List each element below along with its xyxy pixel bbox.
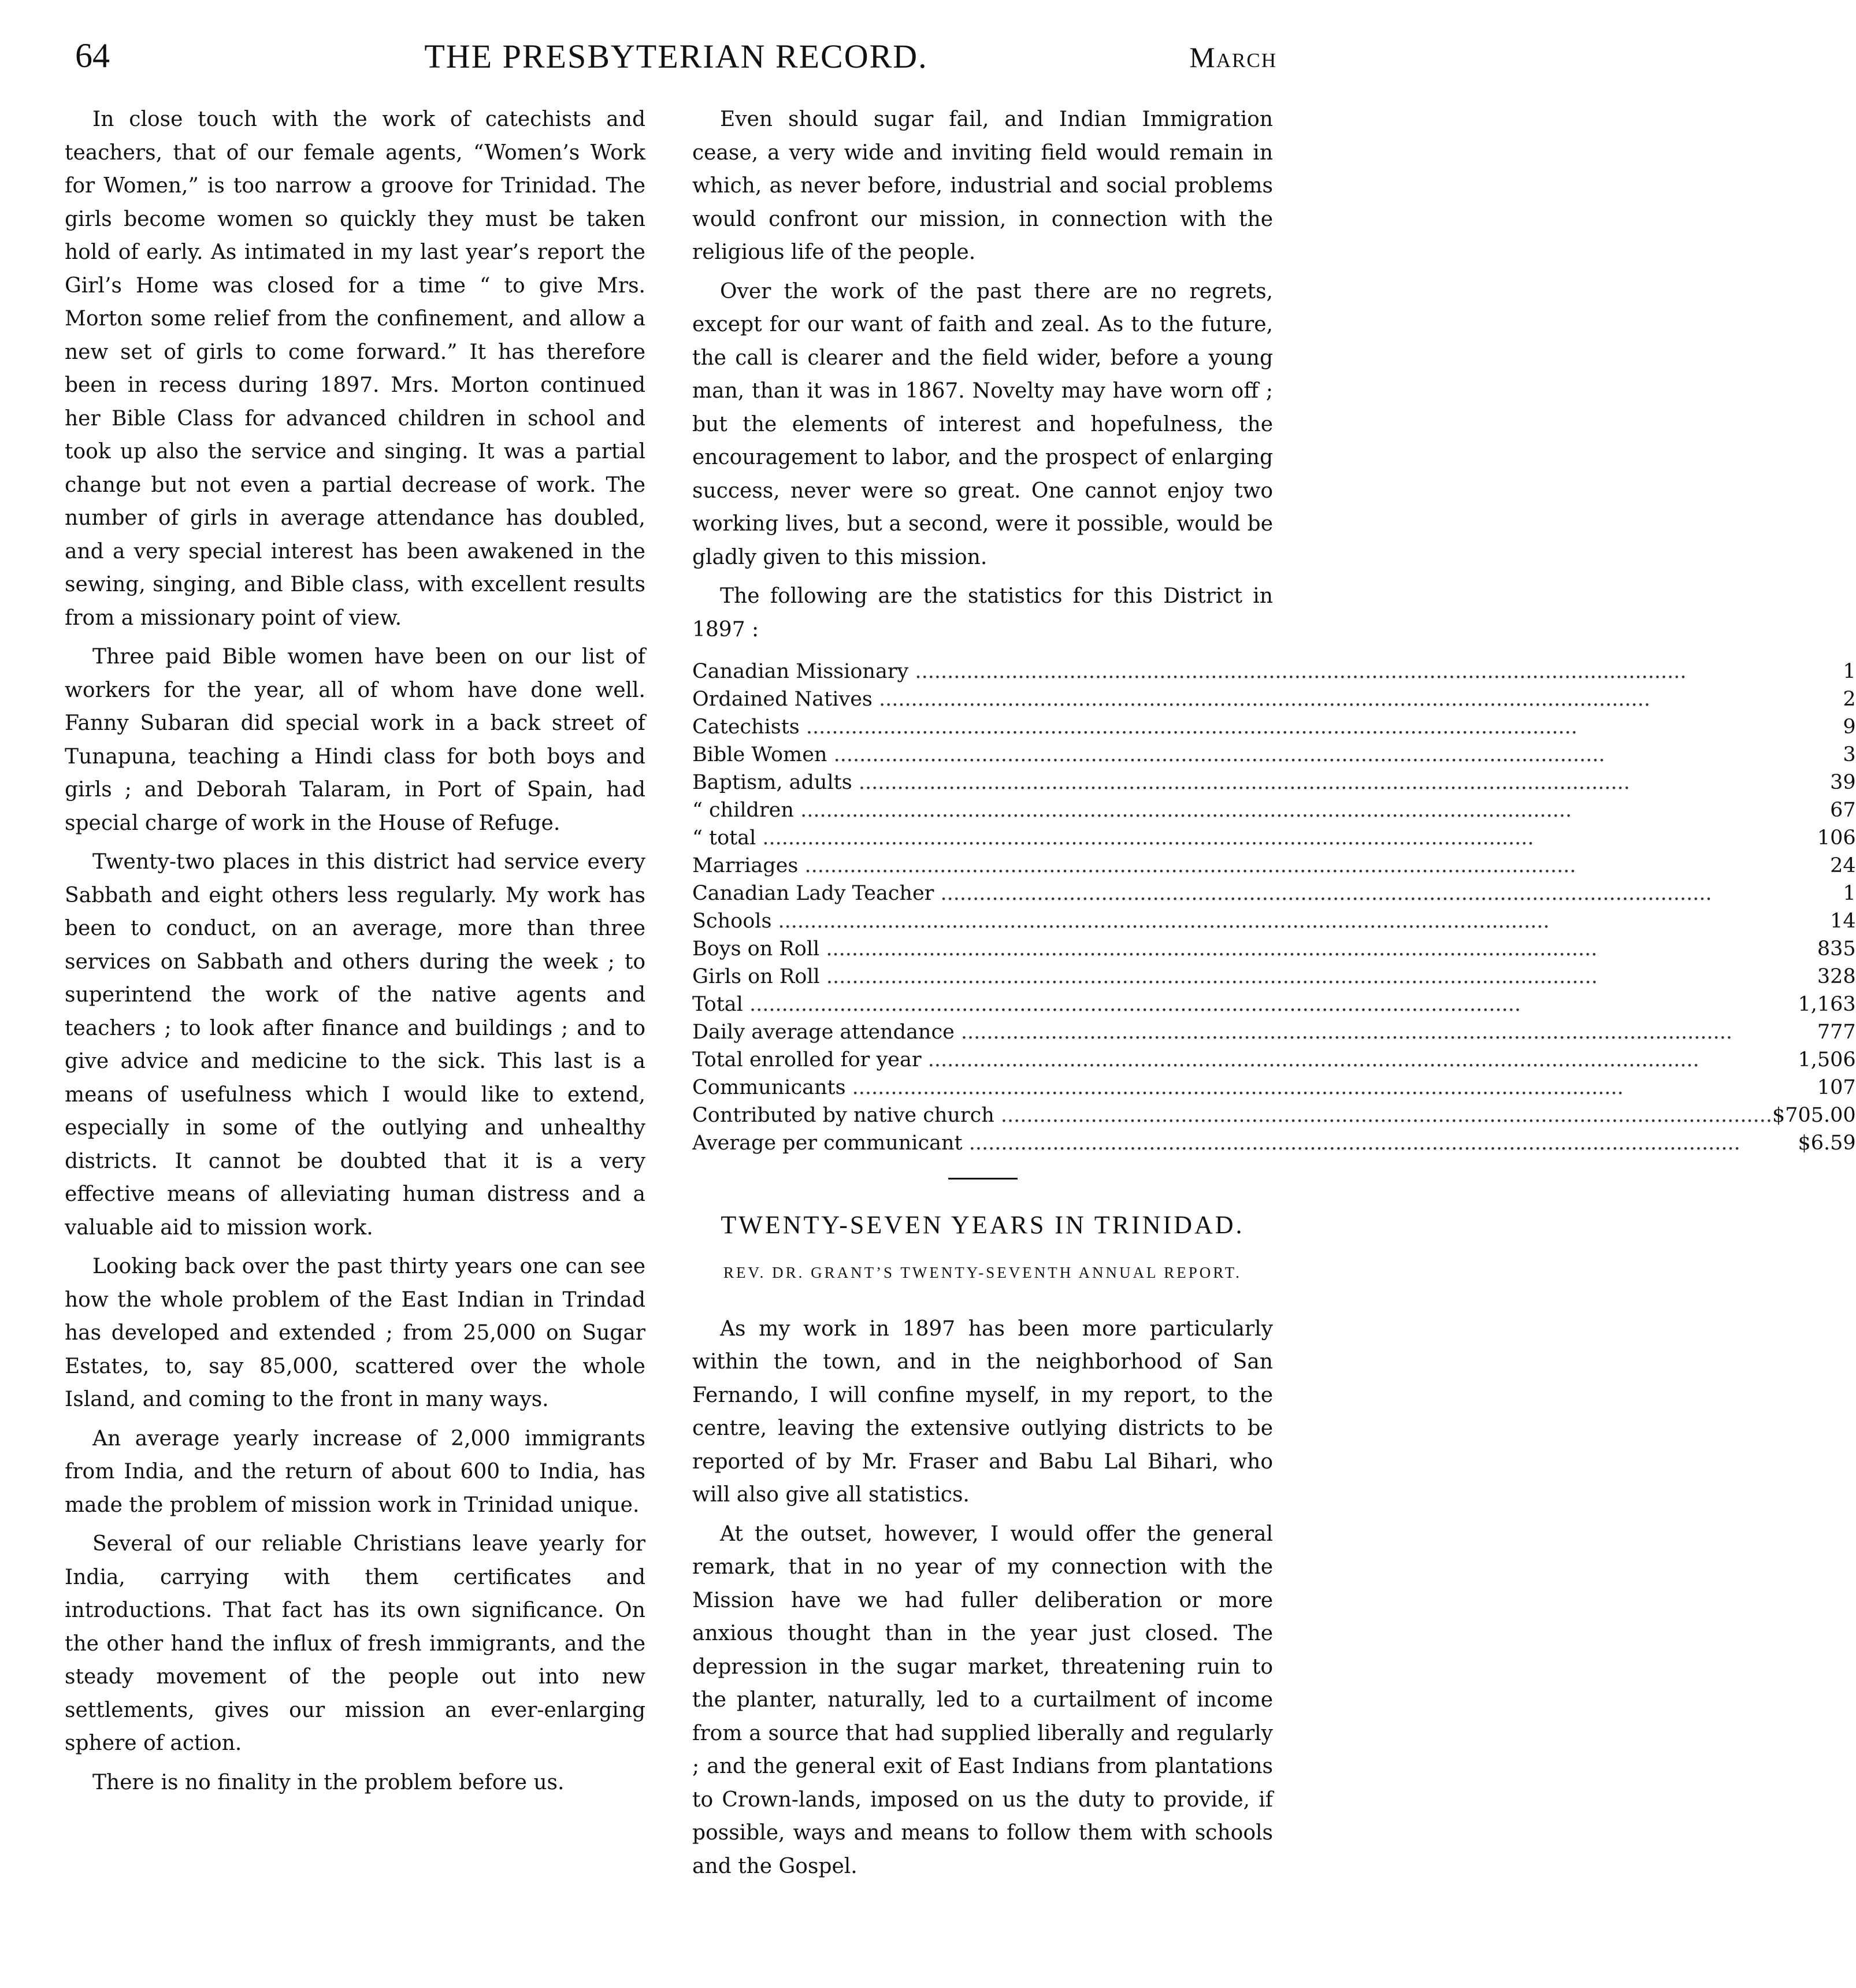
- stats-label: Baptism, adults: [692, 771, 852, 794]
- stats-row: [692, 880, 1856, 907]
- stats-row: [692, 963, 1856, 991]
- leader-dots: ........................................................................................................................: [994, 1104, 1772, 1127]
- stats-row: [692, 1074, 1856, 1101]
- stats-value: 2: [1843, 688, 1856, 711]
- stats-value: 106: [1817, 826, 1856, 850]
- stats-label: Average per communicant: [692, 1132, 963, 1155]
- leader-dots: ........................................................................................................................: [872, 688, 1651, 711]
- leader-dots: ........................................................................................................................: [934, 882, 1712, 905]
- stats-label: Schools: [692, 910, 772, 933]
- paragraph: An average yearly increase of 2,000 immigrants from India, and the return of about 600 to India, has made the problem of mission work in Trinidad unique.: [65, 1426, 645, 1517]
- stats-value: 24: [1830, 854, 1856, 877]
- stats-row: [692, 935, 1856, 963]
- leader-dots: ........................................................................................................................: [819, 937, 1598, 960]
- stats-label: Canadian Missionary: [692, 660, 909, 683]
- stats-row: [692, 769, 1856, 796]
- stats-value: 14: [1830, 910, 1856, 933]
- stats-row: [692, 852, 1856, 880]
- stats-row: [692, 1046, 1856, 1074]
- stats-row: [692, 796, 1856, 824]
- paragraph: At the outset, however, I would offer the general remark, that in no year of my connection with the Mission have we had fuller deliberation or more anxious thought than in the year just closed. The depression in the sugar market, threatening ruin to the planter, naturally, led to a curtailment of income from a source that had supplied liberally and regularly ; and the general exit of East Indians from plantations to Crown-lands, imposed on us the duty to provide, if possible, ways and means to follow them with schools and the Gospel.: [692, 1522, 1273, 1878]
- stats-row: [692, 907, 1856, 935]
- leader-dots: ........................................................................................................................: [793, 799, 1572, 822]
- journal-title: THE PRESBYTERIAN RECORD.: [424, 38, 928, 75]
- leader-dots: ........................................................................................................................: [954, 1021, 1732, 1044]
- paragraph: Over the work of the past there are no regrets, except for our want of faith and zeal. As to the future, the call is clearer and the field wider, before a young man, than it was in 1867. Novelty may have worn off ; but the elements of interest and hopefulness, the encouragement to labor, and the prospect of enlarging success, never were so great. One cannot enjoy two working lives, but a second, were it possible, would be gladly given to this mission.: [692, 279, 1273, 569]
- stats-label: Daily average attendance: [692, 1021, 955, 1044]
- left-column: [65, 103, 645, 1805]
- paragraph: As my work in 1897 has been more particularly within the town, and in the neighborhood of San Fernando, I will confine myself, in my report, to the centre, leaving the extensive outlying districts to be reported of by Mr. Fraser and Babu Lal Bihari, who will also give all statistics.: [692, 1316, 1273, 1507]
- stats-label: Communicants: [692, 1076, 846, 1099]
- stats-value: $705.00: [1772, 1104, 1856, 1127]
- leader-dots: ........................................................................................................................: [827, 743, 1605, 766]
- stats-value: 1: [1843, 660, 1856, 683]
- stats-row: [692, 685, 1856, 713]
- paragraph: Several of our reliable Christians leave yearly for India, carrying with them certificates and introductions. That fact has its own significance. On the other hand the influx of fresh immigrants, and the steady movement of the people out into new settlements, gives our mission an ever-enlarging sphere of action.: [65, 1532, 645, 1755]
- stats-value: 777: [1817, 1021, 1856, 1044]
- leader-dots: ........................................................................................................................: [845, 1076, 1624, 1099]
- leader-dots: ........................................................................................................................: [921, 1048, 1699, 1071]
- stats-value: 1,506: [1798, 1048, 1856, 1071]
- leader-dots: ........................................................................................................................: [852, 771, 1630, 794]
- leader-dots: ........................................................................................................................: [799, 715, 1577, 739]
- stats-row: [692, 741, 1856, 769]
- paragraph: There is no finality in the problem before us.: [92, 1770, 565, 1794]
- paragraph: In close touch with the work of catechists and teachers, that of our female agents, “Women’s Work for Women,” is too narrow a groove for Trinidad. The girls become women so quickly they must be taken hold of early. As intimated in my last year’s report the Girl’s Home was closed for a time “ to give Mrs. Morton some relief from the confinement, and allow a new set of girls to come forward.” It has therefore been in recess during 1897. Mrs. Morton continued her Bible Class for advanced children in school and took up also the service and singing. It was a partial change but not even a partial decrease of work. The number of girls in average attendance has doubled, and a very special interest has been awakened in the sewing, singing, and Bible class, with excellent results from a missionary point of view.: [65, 107, 645, 630]
- stats-label: Marriages: [692, 854, 799, 877]
- leader-dots: ........................................................................................................................: [908, 660, 1687, 683]
- section-title: TWENTY-SEVEN YEARS IN TRINIDAD.: [721, 1211, 1245, 1239]
- right-column: [692, 103, 1856, 1889]
- issue-month: March: [1189, 41, 1277, 73]
- stats-label: “ children: [692, 799, 794, 822]
- page-header: [75, 30, 1277, 94]
- section-subtitle: REV. DR. GRANT’S TWENTY-SEVENTH ANNUAL REPORT.: [723, 1263, 1242, 1281]
- stats-value: 39: [1830, 771, 1856, 794]
- section-divider: [948, 1178, 1018, 1180]
- stats-label: Girls on Roll: [692, 965, 820, 988]
- stats-value: 67: [1830, 799, 1856, 822]
- page-number: 64: [75, 36, 110, 75]
- stats-value: 1,163: [1798, 993, 1856, 1016]
- stats-value: 1: [1843, 882, 1856, 905]
- leader-dots: ........................................................................................................................: [962, 1132, 1740, 1155]
- stats-label: Ordained Natives: [692, 688, 873, 711]
- paragraph: Looking back over the past thirty years one can see how the whole problem of the East Indian in Trindad has developed and extended ; from 25,000 on Sugar Estates, to, say 85,000, scattered over the whole Island, and coming to the front in many ways.: [65, 1255, 645, 1411]
- statistics-table: [692, 658, 1856, 1157]
- stats-label: Total: [692, 993, 743, 1016]
- stats-row: [692, 824, 1856, 852]
- stats-label: Boys on Roll: [692, 937, 820, 960]
- paragraph: Three paid Bible women have been on our list of workers for the year, all of whom have done well. Fanny Subaran did special work in a back street of Tunapuna, teaching a Hindi class for both boys and girls ; and Deborah Talaram, in Port of Spain, had special charge of work in the House of Refuge.: [65, 645, 645, 835]
- paragraph: Twenty-two places in this district had service every Sabbath and eight others less regularly. My work has been to conduct, on an average, more than three services on Sabbath and others during the week ; to superintend the work of the native agents and teachers ; to look after finance and buildings ; and to give advice and medicine to the sick. This last is a means of usefulness which I would like to extend, especially in some of the outlying and unhealthy districts. It cannot be doubted that it is a very effective means of alleviating human distress and a valuable aid to mission work.: [65, 850, 645, 1240]
- leader-dots: ........................................................................................................................: [756, 826, 1534, 850]
- paragraph: Even should sugar fail, and Indian Immigration cease, a very wide and inviting field would remain in which, as never before, industrial and social problems would confront our mission, in connection with the religious life of the people.: [692, 107, 1273, 264]
- leader-dots: ........................................................................................................................: [798, 854, 1576, 877]
- leader-dots: ........................................................................................................................: [771, 910, 1550, 933]
- stats-value: 3: [1843, 743, 1856, 766]
- stats-row: [692, 1101, 1856, 1129]
- stats-label: Canadian Lady Teacher: [692, 882, 934, 905]
- stats-row: [692, 1129, 1856, 1157]
- stats-value: 835: [1817, 937, 1856, 960]
- stats-row: [692, 991, 1856, 1018]
- stats-row: [692, 1018, 1856, 1046]
- stats-label: Total enrolled for year: [692, 1048, 922, 1071]
- paragraph: The following are the statistics for this District in 1897 :: [692, 584, 1273, 641]
- leader-dots: ........................................................................................................................: [819, 965, 1598, 988]
- stats-label: Contributed by native church: [692, 1104, 994, 1127]
- leader-dots: ........................................................................................................................: [743, 993, 1521, 1016]
- stats-label: Catechists: [692, 715, 800, 739]
- stats-value: 328: [1817, 965, 1856, 988]
- stats-value: 107: [1817, 1076, 1856, 1099]
- stats-row: [692, 713, 1856, 741]
- stats-label: Bible Women: [692, 743, 827, 766]
- stats-value: 9: [1843, 715, 1856, 739]
- stats-value: $6.59: [1798, 1132, 1856, 1155]
- stats-row: [692, 658, 1856, 685]
- stats-label: “ total: [692, 826, 756, 850]
